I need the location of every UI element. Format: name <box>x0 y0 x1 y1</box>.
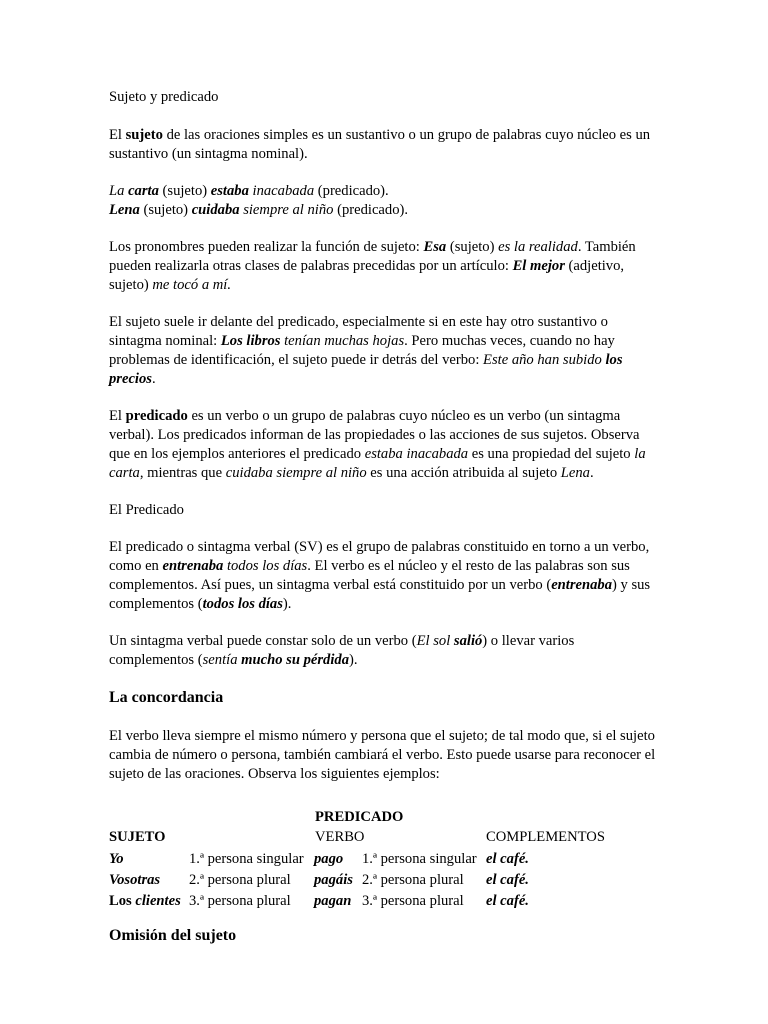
text-run: (adjetivo, sujeto) <box>109 258 625 293</box>
paragraph-predicado-definition <box>109 407 661 483</box>
text-run: Los <box>109 893 132 909</box>
table-header-complementos: COMPLEMENTOS <box>486 829 605 845</box>
text-run: . Pero muchas veces, cuando no hay problemas de identificación, el sujeto puede ir detrás del verbo: <box>109 333 615 368</box>
term-sujeto: sujeto <box>125 127 163 143</box>
text-run: es un verbo o un grupo de palabras cuyo núcleo es un verbo (un sintagma verbal). Los predicados informan de las propiedades o las acciones de sus sujetos. Observa que en los ejemplos anteriores el predicado <box>109 408 640 462</box>
example-text: siempre al niño <box>239 202 334 218</box>
example-verb: salió <box>450 633 483 649</box>
concordancia-table <box>109 802 661 914</box>
example-complement: todos los días <box>202 596 283 612</box>
table-cell-verbo: pago <box>314 851 344 867</box>
text-run: Los pronombres pueden realizar la función de sujeto: <box>109 239 424 255</box>
example-subject: Vosotras <box>109 872 161 888</box>
example-text: estaba inacabada <box>364 446 469 462</box>
text-run: . <box>151 371 156 387</box>
table-header-verbo: VERBO <box>315 829 365 845</box>
example-text: tenían muchas hojas <box>280 333 405 349</box>
table-cell-persona: 1.ª persona singular <box>189 851 304 867</box>
section-subtitle: El Predicado <box>109 502 184 518</box>
text-run: (predicado). <box>314 183 389 199</box>
example-subject: carta <box>128 183 159 199</box>
table-header-sujeto: SUJETO <box>109 829 166 845</box>
paragraph-sintagma-constar <box>109 632 661 670</box>
example-complement: mucho su pérdida <box>237 652 349 668</box>
heading-omision: Omisión del sujeto <box>109 927 237 944</box>
text-run: de las oraciones simples es un sustantivo o un grupo de palabras cuyo núcleo es un sustantivo (un sintagma nominal). <box>109 127 651 162</box>
paragraph-posicion-sujeto <box>109 313 661 389</box>
table-cell-persona: 3.ª persona plural <box>362 893 464 909</box>
text-run: , mientras que <box>139 465 226 481</box>
document-body <box>109 88 661 965</box>
example-subject: Lena <box>109 202 140 218</box>
example-subject: El mejor <box>512 258 565 274</box>
term-predicado: predicado <box>125 408 188 424</box>
example-text: todos los días <box>223 558 308 574</box>
text-run: El <box>109 408 126 424</box>
example-text: la carta <box>109 446 646 481</box>
table-cell-sujeto <box>109 850 124 869</box>
heading-concordancia: La concordancia <box>109 689 224 706</box>
table-cell-persona: 2.ª persona plural <box>362 872 464 888</box>
text-run: El sujeto suele ir delante del predicado, especialmente si en este hay otro sustantivo o sintagma nominal: <box>109 314 608 349</box>
example-verb: estaba <box>210 183 249 199</box>
table-cell-complemento: el café. <box>486 851 529 867</box>
section-title: Sujeto y predicado <box>109 89 219 105</box>
text-run: . El verbo es el núcleo y el resto de las palabras son sus complementos. Así pues, un sintagma verbal está constituido por un verbo ( <box>109 558 630 593</box>
text-run: . <box>589 465 594 481</box>
text-run: ) y sus complementos ( <box>109 577 651 612</box>
paragraph-examples <box>109 182 661 220</box>
example-verb: entrenaba <box>551 577 612 593</box>
text-run: Un sintagma verbal puede constar solo de un verbo ( <box>109 633 417 649</box>
text-run: (sujeto) <box>158 183 211 199</box>
table-cell-sujeto <box>109 892 181 911</box>
text-run: ). <box>282 596 292 612</box>
example-text: Lena <box>560 465 590 481</box>
example-text: cuidaba siempre al niño <box>225 465 367 481</box>
table-cell-verbo: pagáis <box>314 872 353 888</box>
example-text: sentía <box>202 652 238 668</box>
text-run: (predicado). <box>333 202 409 218</box>
text-run: El <box>109 127 126 143</box>
paragraph-sujeto-definition <box>109 126 661 164</box>
paragraph-sintagma-verbal <box>109 538 661 614</box>
example-subject: los precios <box>109 352 623 387</box>
example-verb: entrenaba <box>162 558 224 574</box>
text-run: (sujeto) <box>446 239 499 255</box>
example-subject: Los libros <box>220 333 281 349</box>
text-run: ). <box>349 652 358 668</box>
example-text: Este año han subido <box>483 352 602 368</box>
example-text: inacabada <box>248 183 315 199</box>
table-cell-persona: 3.ª persona plural <box>189 893 291 909</box>
text-run: es una acción atribuida al sujeto <box>366 465 561 481</box>
example-subject: clientes <box>131 893 181 909</box>
example-subject: Esa <box>423 239 447 255</box>
table-cell-persona: 2.ª persona plural <box>189 872 291 888</box>
paragraph-pronombres <box>109 238 661 295</box>
table-cell-sujeto <box>109 871 160 890</box>
table-cell-verbo: pagan <box>314 893 352 909</box>
table-cell-complemento: el café. <box>486 893 529 909</box>
text-run: (sujeto) <box>139 202 192 218</box>
example-subject: Yo <box>109 851 124 867</box>
text-run: ) o llevar varios complementos ( <box>109 633 575 668</box>
example-text: es la realidad <box>498 239 578 255</box>
paragraph-concordancia: El verbo lleva siempre el mismo número y persona que el sujeto; de tal modo que, si el sujeto cambia de número o persona, también cambiará el verbo. Esto puede usarse para reconocer el sujeto de las oraciones. Observa los siguientes ejemplos: <box>109 728 656 782</box>
example-text: me tocó a mí. <box>152 277 232 293</box>
example-verb: cuidaba <box>191 202 240 218</box>
table-cell-complemento: el café. <box>486 872 529 888</box>
text-run: El predicado o sintagma verbal (SV) es el grupo de palabras constituido en torno a un verbo, como en <box>109 539 650 574</box>
example-text: La <box>109 183 129 199</box>
example-text: El sol <box>416 633 451 649</box>
text-run: es una propiedad del sujeto <box>468 446 635 462</box>
table-header-predicado: PREDICADO <box>315 809 404 825</box>
table-cell-persona: 1.ª persona singular <box>362 851 477 867</box>
text-run: . También pueden realizarla otras clases de palabras precedidas por un artículo: <box>109 239 636 274</box>
